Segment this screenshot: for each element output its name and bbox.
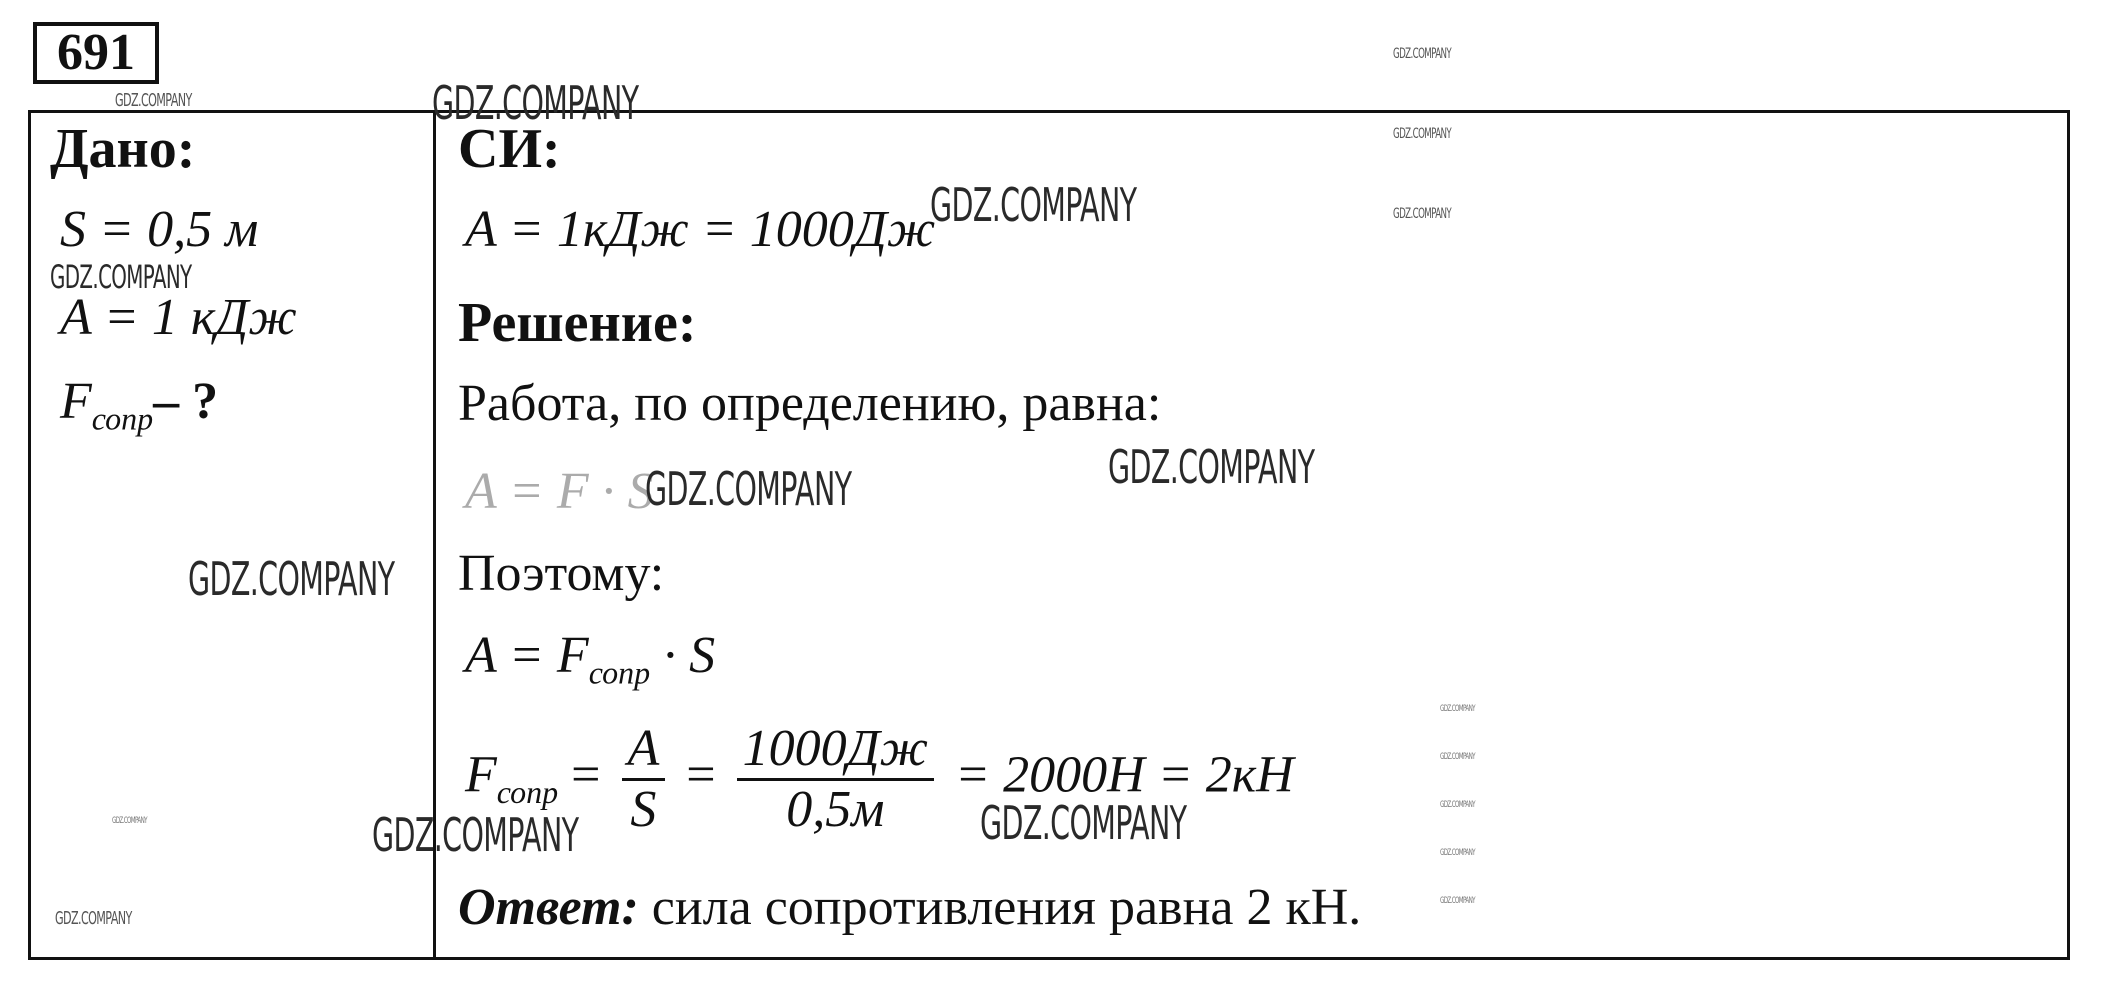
f3-equals-1: = xyxy=(558,746,614,804)
watermark: GDZ.COMPANY xyxy=(55,908,132,929)
solution-text-1: Работа, по определению, равна: xyxy=(458,375,1162,432)
answer-text: сила сопротивления равна 2 кН. xyxy=(638,879,1362,936)
solution-title: Решение: xyxy=(458,292,697,354)
watermark: GDZ.COMPANY xyxy=(1393,46,1452,62)
watermark: GDZ.COMPANY xyxy=(1440,704,1475,714)
work-resistance-formula xyxy=(465,626,715,702)
watermark: GDZ.COMPANY xyxy=(1440,896,1475,906)
given-work xyxy=(60,288,297,348)
find-symbol: F xyxy=(60,373,92,430)
formula2-subscript: сопр xyxy=(588,654,651,691)
formula2-main: A = F xyxy=(465,627,589,684)
watermark: GDZ.COMPANY xyxy=(1440,848,1475,858)
f3-equals-2: = xyxy=(673,746,729,804)
find-subscript: сопр xyxy=(91,400,154,437)
fraction-1-numerator: A xyxy=(627,720,660,777)
f3-subscript: сопр xyxy=(496,773,559,810)
watermark: GDZ.COMPANY xyxy=(50,258,192,296)
fraction-2-denominator: 0,5м xyxy=(786,781,885,838)
watermark: GDZ.COMPANY xyxy=(115,90,192,111)
given-find xyxy=(60,372,218,448)
f3-result: = 2000H = 2кH xyxy=(942,746,1294,804)
si-conversion xyxy=(465,200,935,260)
watermark: GDZ.COMPANY xyxy=(1108,440,1315,494)
watermark: GDZ.COMPANY xyxy=(112,816,147,826)
si-conversion-text: A = 1кДж = 1000Дж xyxy=(465,201,936,258)
given-distance xyxy=(60,200,258,260)
given-work-text: A = 1 кДж xyxy=(60,289,297,346)
fraction-1-denominator: S xyxy=(630,781,657,838)
fraction-a-over-s xyxy=(622,720,666,839)
watermark: GDZ.COMPANY xyxy=(432,76,639,130)
watermark: GDZ.COMPANY xyxy=(645,462,852,516)
watermark: GDZ.COMPANY xyxy=(1440,800,1475,810)
watermark: GDZ.COMPANY xyxy=(188,552,395,606)
work-definition-text: A = F · S xyxy=(465,463,654,520)
fraction-2-numerator: 1000Дж xyxy=(742,720,929,777)
find-question: – ? xyxy=(153,373,219,430)
si-title: СИ: xyxy=(458,118,561,180)
fraction-values xyxy=(737,720,934,839)
formula2-rest: · S xyxy=(650,627,716,684)
given-title: Дано: xyxy=(50,118,196,180)
work-definition-formula xyxy=(465,462,654,522)
f3-symbol: F xyxy=(465,746,497,804)
watermark: GDZ.COMPANY xyxy=(372,808,579,862)
watermark: GDZ.COMPANY xyxy=(980,796,1187,850)
watermark: GDZ.COMPANY xyxy=(1393,206,1452,222)
watermark: GDZ.COMPANY xyxy=(1393,126,1452,142)
problem-number: 691 xyxy=(33,22,159,84)
answer-line xyxy=(458,878,1361,938)
watermark: GDZ.COMPANY xyxy=(1440,752,1475,762)
answer-label: Ответ: xyxy=(458,879,639,936)
given-distance-text: S = 0,5 м xyxy=(60,201,259,258)
solution-text-2: Поэтому: xyxy=(458,545,665,602)
watermark: GDZ.COMPANY xyxy=(930,178,1137,232)
